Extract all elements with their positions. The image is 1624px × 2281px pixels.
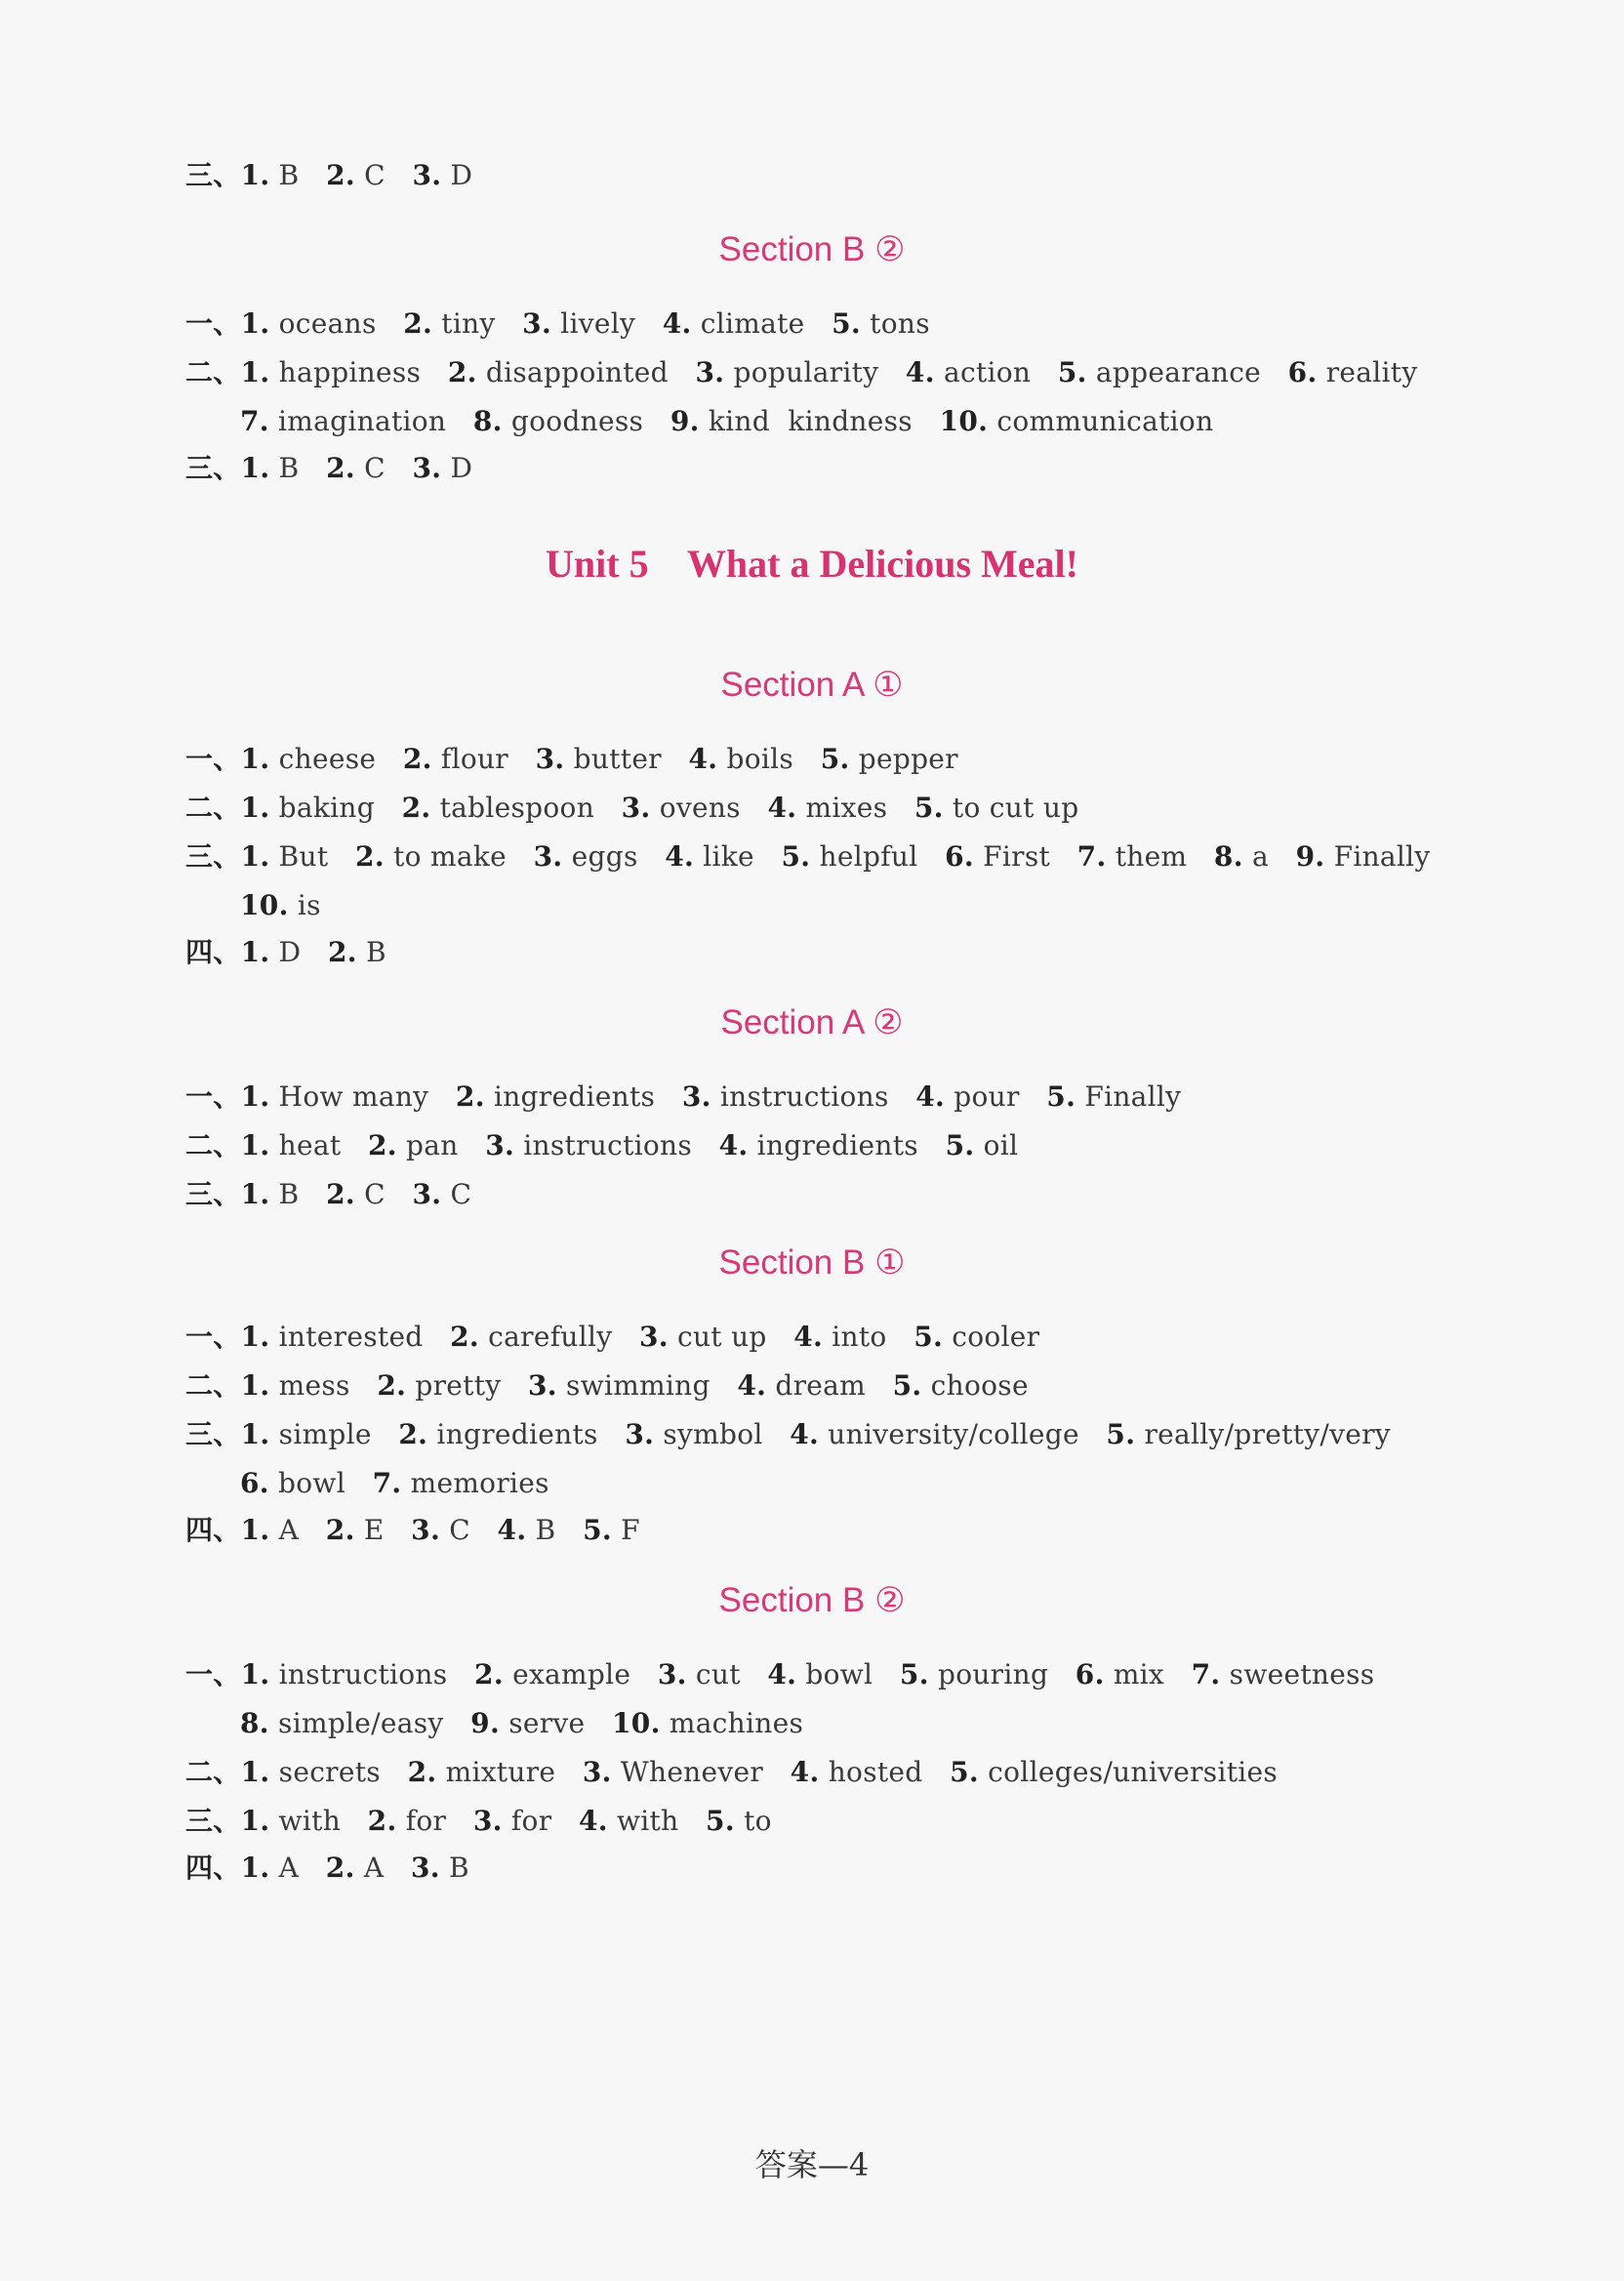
answer-line <box>240 1464 549 1503</box>
answer-number: 1. <box>240 1321 270 1353</box>
answer-text: a <box>1242 840 1296 873</box>
answer-line <box>185 789 1078 828</box>
answer-line <box>185 1802 772 1841</box>
answer-line <box>185 740 958 779</box>
answer-number: 2. <box>326 452 355 484</box>
answer-line <box>185 1753 1278 1792</box>
answer-text: F <box>611 1514 640 1546</box>
answer-number: 7. <box>372 1467 402 1499</box>
answer-number: 2. <box>326 159 355 191</box>
answer-text: university/college <box>819 1418 1107 1450</box>
answer-text: sweetness <box>1220 1658 1375 1690</box>
answer-text: tiny <box>432 307 523 340</box>
answer-number: 5. <box>899 1658 929 1690</box>
answer-text: symbol <box>654 1418 791 1450</box>
answer-text: tons <box>860 307 930 340</box>
answer-text: communication <box>988 405 1214 437</box>
answer-text: baking <box>269 792 402 824</box>
answer-line <box>185 1175 471 1214</box>
answer-text: simple <box>269 1418 399 1450</box>
answer-text: to make <box>384 840 534 873</box>
answer-number: 3. <box>638 1321 669 1353</box>
answer-text: oceans <box>269 307 404 340</box>
answer-number: 2. <box>355 840 385 873</box>
answer-number: 2. <box>325 1852 355 1884</box>
answer-text: B <box>356 936 386 968</box>
answer-text: mess <box>269 1369 378 1402</box>
answer-number: 2. <box>398 1418 428 1450</box>
answer-text: Finally <box>1324 840 1431 873</box>
question-group-label: 一、 <box>185 1321 241 1353</box>
answer-number: 3. <box>621 792 651 824</box>
answer-number: 1. <box>240 1129 270 1161</box>
answer-number: 3. <box>411 1514 441 1546</box>
answer-number: 5. <box>781 840 811 873</box>
answer-text: disappointed <box>476 356 696 388</box>
answer-text: memories <box>401 1467 549 1499</box>
answer-text: cheese <box>269 743 403 775</box>
answer-text: D <box>269 936 329 968</box>
answer-text: simple/easy <box>268 1707 471 1739</box>
answer-number: 1. <box>240 452 270 484</box>
question-group-label: 二、 <box>185 1369 241 1402</box>
answer-line <box>185 1126 1018 1165</box>
answer-number: 6. <box>945 840 974 873</box>
answer-text: helpful <box>810 840 946 873</box>
answer-text: A <box>354 1852 411 1884</box>
answer-text: appearance <box>1086 356 1288 388</box>
answer-number: 1. <box>240 159 270 191</box>
answer-number: 9. <box>470 1707 500 1739</box>
answer-text: carefully <box>478 1321 639 1353</box>
section-heading: Section A ② <box>720 1003 904 1041</box>
answer-line <box>240 1704 803 1743</box>
answer-text: dream <box>766 1369 893 1402</box>
answer-text: C <box>441 1178 472 1210</box>
answer-number: 4. <box>915 1080 946 1113</box>
answer-text: for <box>502 1805 579 1837</box>
answer-text: C <box>354 159 413 191</box>
answer-line <box>240 886 321 925</box>
answer-number: 3. <box>412 452 442 484</box>
answer-text: mixes <box>796 792 914 824</box>
answer-text: imagination <box>268 405 473 437</box>
answer-text: bowl <box>796 1658 900 1690</box>
answer-text: pretty <box>406 1369 528 1402</box>
answer-number: 1. <box>240 792 270 824</box>
answer-number: 7. <box>1076 840 1107 873</box>
answer-text: Whenever <box>611 1756 791 1788</box>
answer-number: 8. <box>472 405 503 437</box>
answer-text: goodness <box>502 405 670 437</box>
answer-number: 3. <box>535 743 565 775</box>
answer-text: is <box>288 889 321 921</box>
answer-number: 3. <box>412 159 442 191</box>
question-group-label: 三、 <box>185 159 241 191</box>
answer-text: cut <box>686 1658 768 1690</box>
answer-number: 1. <box>240 307 270 340</box>
answer-number: 8. <box>240 1707 269 1739</box>
answer-text: ingredients <box>748 1129 946 1161</box>
answer-text: colleges/universities <box>978 1756 1279 1788</box>
answer-text: with <box>269 1805 368 1837</box>
answer-number: 4. <box>662 307 692 340</box>
answer-number: 3. <box>412 1178 442 1210</box>
answer-text: B <box>439 1852 469 1884</box>
answer-text: kind kindness <box>699 405 940 437</box>
answer-number: 4. <box>790 1418 820 1450</box>
answer-number: 5. <box>1046 1080 1076 1113</box>
answer-text: with <box>607 1805 707 1837</box>
question-group-label: 二、 <box>185 356 241 388</box>
section-heading: Section B ① <box>718 1243 906 1282</box>
section-heading: Section B ② <box>718 230 906 268</box>
answer-text: ovens <box>650 792 768 824</box>
answer-number: 1. <box>240 1369 270 1402</box>
answer-number: 5. <box>950 1756 979 1788</box>
answer-text: happiness <box>269 356 448 388</box>
answer-line <box>185 353 1417 392</box>
question-group-label: 三、 <box>185 840 241 873</box>
answer-number: 3. <box>472 1805 503 1837</box>
answer-text: really/pretty/very <box>1135 1418 1391 1450</box>
answer-number: 1. <box>240 1658 270 1690</box>
answer-text: C <box>354 452 413 484</box>
answer-text: to cut up <box>943 792 1079 824</box>
answer-number: 1. <box>240 1418 270 1450</box>
answer-line <box>185 156 472 195</box>
question-group-label: 一、 <box>185 307 241 340</box>
answer-text: instructions <box>514 1129 719 1161</box>
answer-number: 3. <box>485 1129 515 1161</box>
answer-text: pouring <box>928 1658 1076 1690</box>
answer-text: B <box>526 1514 584 1546</box>
answer-text: for <box>396 1805 473 1837</box>
answer-line <box>185 1511 640 1550</box>
answer-number: 10. <box>240 889 289 921</box>
answer-number: 3. <box>681 1080 711 1113</box>
answer-line <box>185 1078 1181 1117</box>
question-group-label: 四、 <box>185 936 241 968</box>
answer-number: 3. <box>410 1852 440 1884</box>
answer-text: D <box>441 452 473 484</box>
answer-number: 5. <box>706 1805 735 1837</box>
question-group-label: 四、 <box>185 1514 241 1546</box>
answer-text: them <box>1106 840 1214 873</box>
answer-text: cut up <box>668 1321 794 1353</box>
answer-text: A <box>269 1852 326 1884</box>
answer-text: pour <box>945 1080 1047 1113</box>
page-footer: 答案—4 <box>754 2146 870 2183</box>
answer-text: B <box>269 452 327 484</box>
answer-number: 1. <box>240 743 270 775</box>
answer-text: oil <box>974 1129 1019 1161</box>
answer-number: 5. <box>1057 356 1087 388</box>
answer-number: 1. <box>240 356 270 388</box>
answer-number: 2. <box>401 792 431 824</box>
answer-number: 4. <box>665 840 695 873</box>
answer-text: mix <box>1104 1658 1192 1690</box>
answer-number: 10. <box>939 405 989 437</box>
answer-number: 2. <box>377 1369 407 1402</box>
answer-number: 2. <box>447 356 477 388</box>
section-heading: Section B ② <box>718 1581 906 1619</box>
answer-number: 2. <box>474 1658 504 1690</box>
answer-number: 1. <box>240 1080 270 1113</box>
question-group-label: 一、 <box>185 743 241 775</box>
answer-text: into <box>823 1321 914 1353</box>
answer-text: pan <box>396 1129 486 1161</box>
answer-line <box>185 1655 1374 1694</box>
answer-number: 2. <box>455 1080 485 1113</box>
answer-number: 1. <box>240 1178 270 1210</box>
question-group-label: 二、 <box>185 1756 241 1788</box>
answer-number: 7. <box>240 405 269 437</box>
answer-number: 1. <box>240 840 270 873</box>
answer-number: 2. <box>367 1805 397 1837</box>
answer-text: reality <box>1317 356 1418 388</box>
answer-text: C <box>354 1178 413 1210</box>
answer-line <box>185 1415 1391 1454</box>
question-group-label: 三、 <box>185 452 241 484</box>
answer-number: 9. <box>670 405 700 437</box>
answer-text: like <box>694 840 782 873</box>
answer-text: D <box>441 159 473 191</box>
answer-text: heat <box>269 1129 369 1161</box>
answer-number: 2. <box>325 1514 355 1546</box>
answer-number: 5. <box>914 792 944 824</box>
answer-number: 4. <box>767 1658 797 1690</box>
answer-text: hosted <box>819 1756 951 1788</box>
answer-text: But <box>269 840 356 873</box>
question-group-label: 四、 <box>185 1852 241 1884</box>
answer-text: instructions <box>269 1658 475 1690</box>
answer-number: 5. <box>820 743 850 775</box>
answer-number: 6. <box>240 1467 269 1499</box>
answer-number: 3. <box>522 307 552 340</box>
answer-number: 1. <box>240 1756 270 1788</box>
answer-text: eggs <box>562 840 666 873</box>
answer-text: example <box>503 1658 658 1690</box>
answer-number: 2. <box>326 1178 355 1210</box>
answer-line <box>185 305 930 344</box>
answer-number: 7. <box>1191 1658 1221 1690</box>
answer-number: 4. <box>767 792 797 824</box>
question-group-label: 二、 <box>185 792 241 824</box>
question-group-label: 一、 <box>185 1658 241 1690</box>
question-group-label: 三、 <box>185 1178 241 1210</box>
answer-number: 9. <box>1295 840 1325 873</box>
answer-number: 5. <box>892 1369 922 1402</box>
answer-number: 2. <box>328 936 357 968</box>
answer-line <box>185 933 386 972</box>
answer-text: swimming <box>556 1369 738 1402</box>
answer-number: 8. <box>1213 840 1243 873</box>
answer-number: 4. <box>497 1514 527 1546</box>
answer-number: 5. <box>1106 1418 1136 1450</box>
answer-number: 2. <box>402 743 432 775</box>
answer-number: 3. <box>625 1418 655 1450</box>
answer-text: butter <box>564 743 689 775</box>
answer-text: Finally <box>1076 1080 1182 1113</box>
question-group-label: 一、 <box>185 1080 241 1113</box>
answer-text: tablespoon <box>430 792 622 824</box>
answer-text: bowl <box>268 1467 373 1499</box>
answer-number: 4. <box>793 1321 824 1353</box>
answer-number: 3. <box>533 840 563 873</box>
answer-number: 3. <box>695 356 725 388</box>
answer-line <box>185 837 1431 876</box>
question-group-label: 三、 <box>185 1418 241 1450</box>
answer-number: 5. <box>832 307 861 340</box>
answer-text: ingredients <box>427 1418 626 1450</box>
answer-number: 3. <box>582 1756 612 1788</box>
answer-line <box>185 1849 469 1888</box>
answer-text: to <box>734 1805 772 1837</box>
answer-line <box>185 1318 1039 1357</box>
answer-number: 4. <box>578 1805 608 1837</box>
answer-number: 5. <box>914 1321 944 1353</box>
answer-text: lively <box>551 307 663 340</box>
answer-number: 2. <box>403 307 433 340</box>
answer-text: B <box>269 159 327 191</box>
answer-line <box>185 449 472 488</box>
answer-number: 2. <box>450 1321 479 1353</box>
answer-number: 4. <box>688 743 718 775</box>
answer-text: boils <box>717 743 821 775</box>
answer-text: flour <box>431 743 536 775</box>
answer-text: pepper <box>849 743 958 775</box>
answer-number: 2. <box>407 1756 437 1788</box>
answer-text: ingredients <box>484 1080 682 1113</box>
answer-text: First <box>973 840 1077 873</box>
answer-text: climate <box>691 307 832 340</box>
answer-number: 1. <box>240 1805 270 1837</box>
section-heading: Section A ① <box>720 666 904 704</box>
answer-text: secrets <box>269 1756 408 1788</box>
answer-text: action <box>934 356 1058 388</box>
answer-number: 1. <box>240 1514 270 1546</box>
answer-number: 2. <box>368 1129 397 1161</box>
answer-number: 4. <box>790 1756 820 1788</box>
answer-number: 4. <box>737 1369 767 1402</box>
answer-text: mixture <box>436 1756 583 1788</box>
answer-text: E <box>354 1514 412 1546</box>
answer-number: 10. <box>612 1707 661 1739</box>
answer-number: 5. <box>583 1514 612 1546</box>
answer-text: instructions <box>710 1080 916 1113</box>
question-group-label: 三、 <box>185 1805 241 1837</box>
answer-text: choose <box>921 1369 1029 1402</box>
question-group-label: 二、 <box>185 1129 241 1161</box>
answer-number: 5. <box>945 1129 975 1161</box>
answer-text: popularity <box>724 356 906 388</box>
answer-text: cooler <box>943 1321 1040 1353</box>
answer-line <box>240 402 1213 441</box>
answer-text: B <box>269 1178 327 1210</box>
answer-text: C <box>440 1514 498 1546</box>
answer-number: 6. <box>1075 1658 1105 1690</box>
answer-text: interested <box>269 1321 451 1353</box>
answer-number: 4. <box>718 1129 749 1161</box>
answer-number: 4. <box>905 356 935 388</box>
answer-text: serve <box>500 1707 613 1739</box>
answer-number: 1. <box>240 936 270 968</box>
answer-line <box>185 1366 1029 1405</box>
answer-text: machines <box>660 1707 804 1739</box>
answer-number: 1. <box>240 1852 270 1884</box>
answer-number: 3. <box>657 1658 687 1690</box>
answer-number: 3. <box>527 1369 557 1402</box>
unit-title: Unit 5 What a Delicious Meal! <box>546 542 1078 586</box>
answer-text: How many <box>269 1080 456 1113</box>
answer-text: A <box>269 1514 326 1546</box>
answer-number: 6. <box>1287 356 1318 388</box>
